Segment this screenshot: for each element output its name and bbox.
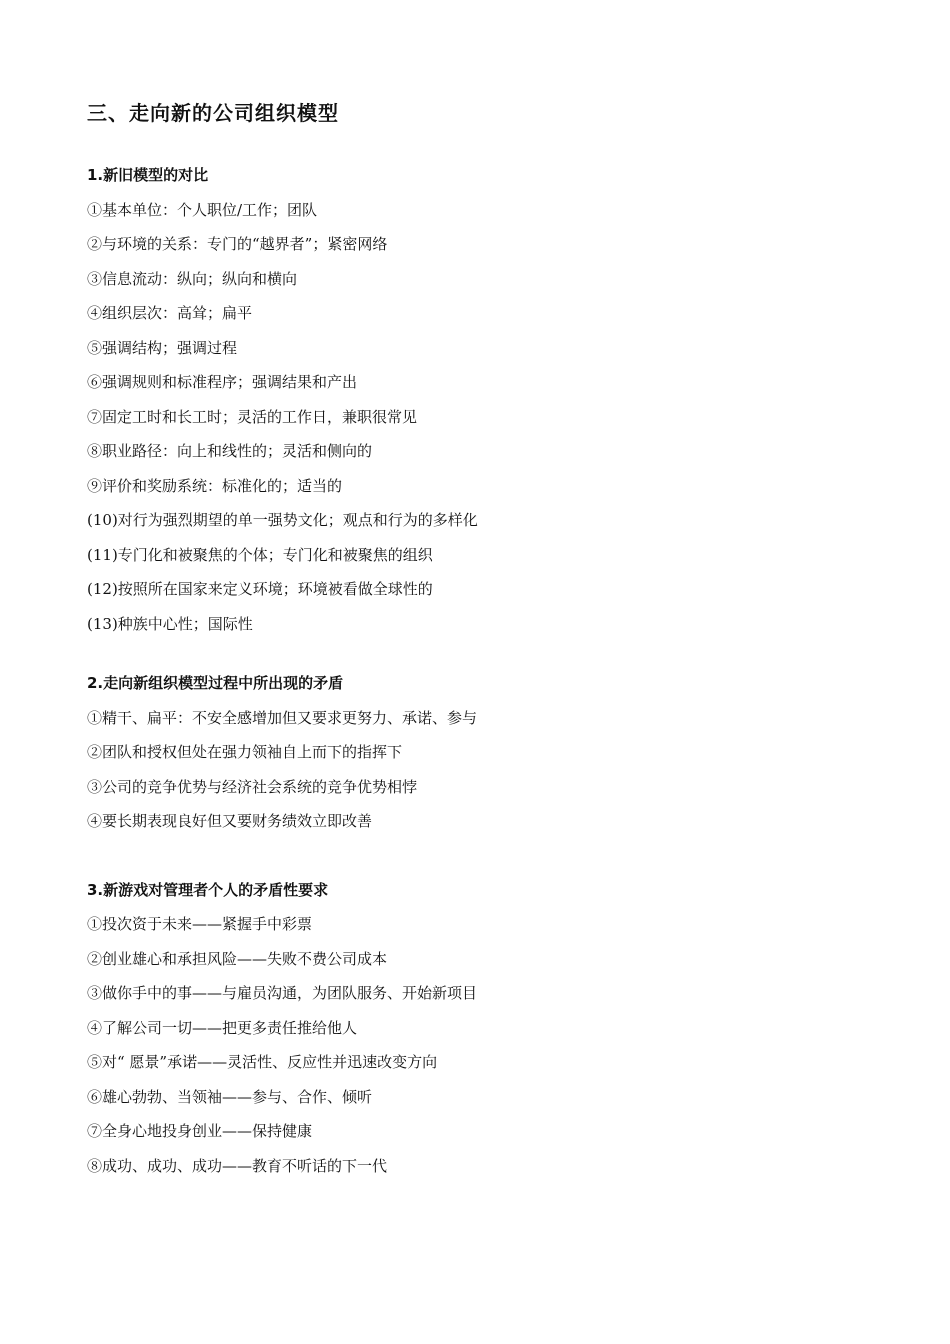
section-model-comparison — [87, 158, 887, 641]
list-item: ①投次资于未来——紧握手中彩票 — [87, 915, 313, 933]
list-item: ⑧成功、成功、成功——教育不听话的下一代 — [87, 1156, 388, 1175]
list-item: ⑦全身心地投身创业——保持健康 — [87, 1122, 313, 1140]
document-page — [87, 95, 887, 1183]
list-item: ④要长期表现良好但又要财务绩效立即改善 — [87, 812, 373, 830]
list-item: (13)种族中心性；国际性 — [87, 614, 253, 633]
section-heading: 2.走向新组织模型过程中所出现的矛盾 — [87, 674, 344, 692]
list-item: ③做你手中的事——与雇员沟通，为团队服务、开始新项目 — [87, 984, 478, 1002]
list-item: ⑧职业路径：向上和线性的；灵活和侧向的 — [87, 442, 373, 460]
list-item: ②与环境的关系：专门的“越界者”；紧密网络 — [87, 235, 388, 253]
section-contradictions — [87, 666, 887, 839]
list-item: ⑥雄心勃勃、当领袖——参与、合作、倾听 — [87, 1087, 373, 1106]
section-heading: 3.新游戏对管理者个人的矛盾性要求 — [87, 880, 329, 899]
section-heading: 1.新旧模型的对比 — [87, 166, 209, 184]
list-item: ④组织层次：高耸；扁平 — [87, 304, 253, 322]
list-item: ⑤对“ 愿景”承诺——灵活性、反应性并迅速改变方向 — [87, 1053, 438, 1071]
document-title: 三、走向新的公司组织模型 — [87, 101, 339, 125]
list-item: ⑤强调结构；强调过程 — [87, 338, 238, 357]
list-item: ①精干、扁平：不安全感增加但又要求更努力、承诺、参与 — [87, 708, 478, 727]
list-item: (11)专门化和被聚焦的个体；专门化和被聚焦的组织 — [87, 545, 433, 564]
list-item: ⑨评价和奖励系统：标准化的；适当的 — [87, 476, 343, 495]
section-manager-demands — [87, 873, 887, 1184]
list-item: (10)对行为强烈期望的单一强势文化；观点和行为的多样化 — [87, 511, 478, 529]
list-item: ⑥强调规则和标准程序；强调结果和产出 — [87, 373, 358, 391]
list-item: ⑦固定工时和长工时；灵活的工作日，兼职很常见 — [87, 407, 418, 426]
list-item: (12)按照所在国家来定义环境；环境被看做全球性的 — [87, 580, 433, 598]
list-item: ②创业雄心和承担风险——失败不费公司成本 — [87, 949, 388, 968]
list-item: ③公司的竞争优势与经济社会系统的竞争优势相悖 — [87, 777, 418, 796]
list-item: ③信息流动：纵向；纵向和横向 — [87, 269, 298, 288]
list-item: ②团队和授权但处在强力领袖自上而下的指挥下 — [87, 743, 403, 761]
list-item: ①基本单位：个人职位/工作；团队 — [87, 200, 318, 219]
list-item: ④了解公司一切——把更多责任推给他人 — [87, 1018, 358, 1037]
